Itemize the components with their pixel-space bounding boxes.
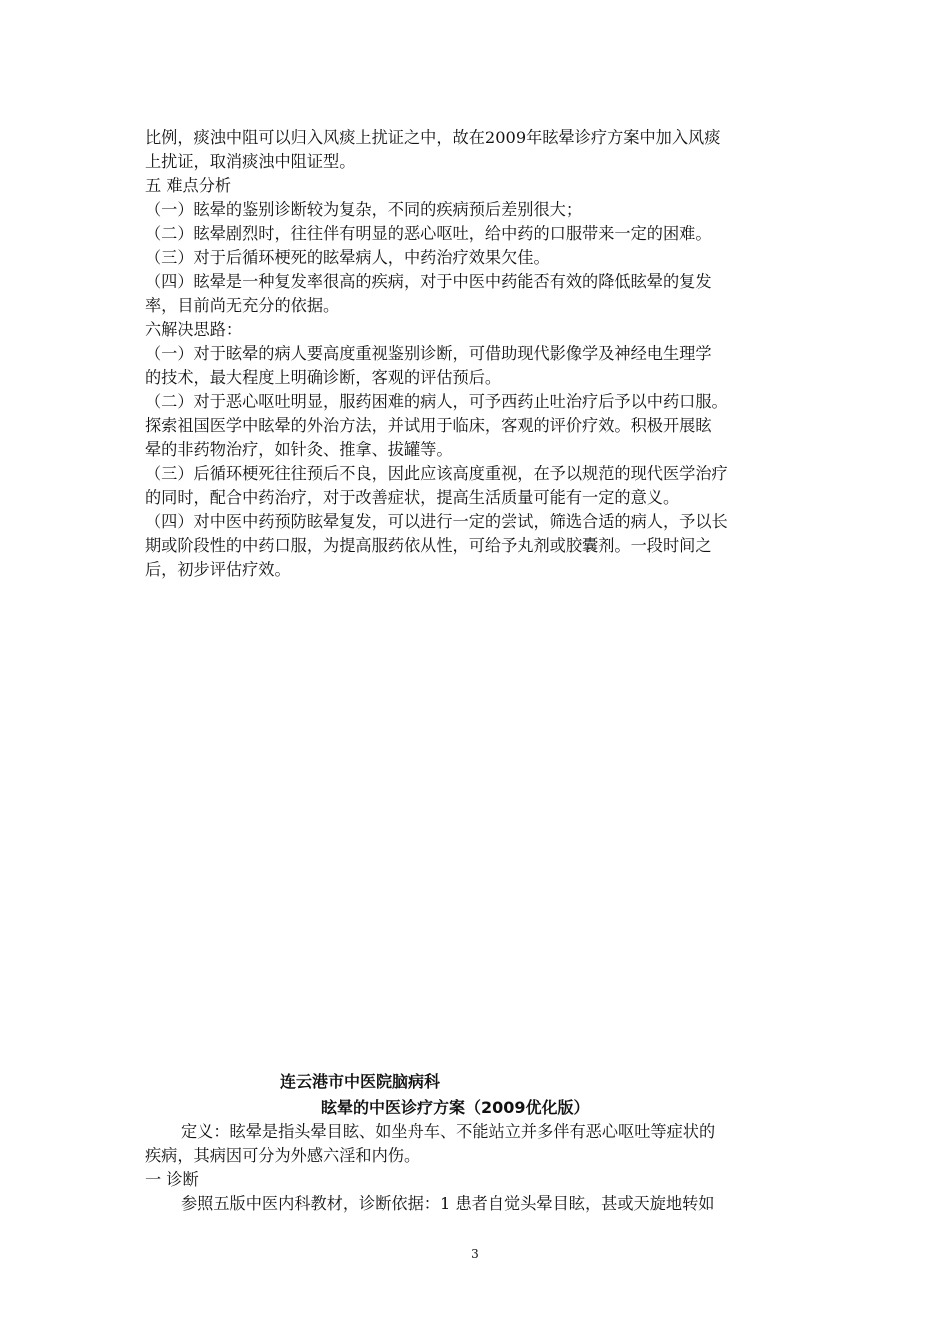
text-line: 上扰证，取消痰浊中阻证型。 <box>145 152 356 171</box>
text-line: 探索祖国医学中眩晕的外治方法，并试用于临床，客观的评价疗效。积极开展眩 <box>145 416 712 435</box>
text-line: （一）对于眩晕的病人要高度重视鉴别诊断，可借助现代影像学及神经电生理学 <box>145 344 712 363</box>
text-line: 参照五版中医内科教材，诊断依据：1 患者自觉头晕目眩，甚或天旋地转如 <box>181 1194 715 1213</box>
page-number: 3 <box>471 1247 479 1261</box>
body-text-bottom <box>145 1120 810 1216</box>
text-line: 率，目前尚无充分的依据。 <box>145 296 340 315</box>
text-line: （三）对于后循环梗死的眩晕病人，中药治疗效果欠佳。 <box>145 248 550 267</box>
section-heading-solution: 六解决思路： <box>145 320 243 339</box>
text-line: （三）后循环梗死往往预后不良，因此应该高度重视，在予以规范的现代医学治疗 <box>145 464 728 483</box>
text-line: 比例，痰浊中阻可以归入风痰上扰证之中，故在2009年眩晕诊疗方案中加入风痰 <box>145 128 721 147</box>
body-text-top <box>145 126 810 582</box>
section-heading-diagnosis: 一 诊断 <box>145 1170 199 1189</box>
text-line: 后，初步评估疗效。 <box>145 560 291 579</box>
text-line: 晕的非药物治疗，如针灸、推拿、拔罐等。 <box>145 440 453 459</box>
text-line: 的技术，最大程度上明确诊断，客观的评估预后。 <box>145 368 502 387</box>
document-title: 眩晕的中医诊疗方案（2009优化版） <box>321 1098 590 1117</box>
text-line: 的同时，配合中药治疗，对于改善症状，提高生活质量可能有一定的意义。 <box>145 488 680 507</box>
text-line: （二）眩晕剧烈时，往往伴有明显的恶心呕吐，给中药的口服带来一定的困难。 <box>145 224 712 243</box>
text-line: 疾病，其病因可分为外感六淫和内伤。 <box>145 1146 421 1165</box>
text-line: 期或阶段性的中药口服，为提高服药依从性，可给予丸剂或胶囊剂。一段时间之 <box>145 536 712 555</box>
text-line: （二）对于恶心呕吐明显，服药困难的病人，可予西药止吐治疗后予以中药口服。 <box>145 392 728 411</box>
text-line: （一）眩晕的鉴别诊断较为复杂，不同的疾病预后差别很大； <box>145 200 583 219</box>
text-line: （四）眩晕是一种复发率很高的疾病，对于中医中药能否有效的降低眩晕的复发 <box>145 272 712 291</box>
section-heading-difficulty: 五 难点分析 <box>145 176 232 195</box>
definition-line: 定义：眩晕是指头晕目眩、如坐舟车、不能站立并多伴有恶心呕吐等症状的 <box>181 1122 716 1141</box>
text-line: （四）对中医中药预防眩晕复发，可以进行一定的尝试，筛选合适的病人，予以长 <box>145 512 728 531</box>
department-heading: 连云港市中医院脑病科 <box>280 1072 441 1091</box>
